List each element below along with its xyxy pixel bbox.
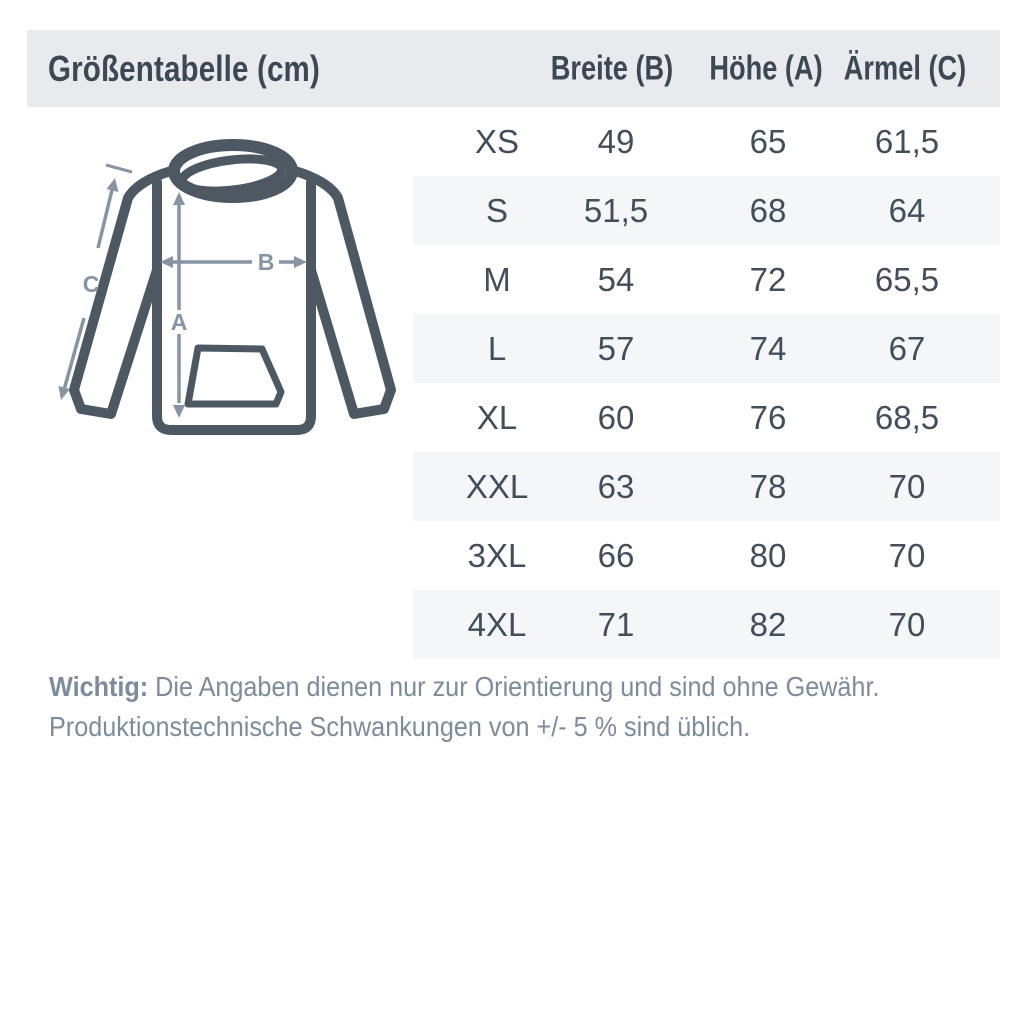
hoodie-outline-icon bbox=[74, 145, 391, 430]
page-title: Größentabelle (cm) bbox=[48, 47, 320, 89]
value-cell: 51,5 bbox=[583, 191, 649, 229]
value-cell: 80 bbox=[749, 536, 787, 574]
value-cell: 65,5 bbox=[874, 260, 940, 298]
value-cell: 78 bbox=[749, 467, 787, 505]
value-cell: 72 bbox=[749, 260, 787, 298]
value-cell: 67 bbox=[888, 329, 926, 367]
value-cell: 76 bbox=[749, 398, 787, 436]
table-row bbox=[413, 590, 1000, 659]
value-cell: 70 bbox=[888, 605, 926, 643]
value-cell: 82 bbox=[749, 605, 787, 643]
value-cell: 57 bbox=[597, 329, 635, 367]
value-cell: 74 bbox=[749, 329, 787, 367]
value-cell: 49 bbox=[597, 122, 635, 160]
table-row bbox=[413, 383, 1000, 452]
value-cell: 70 bbox=[888, 467, 926, 505]
value-cell: 66 bbox=[597, 536, 635, 574]
value-cell: 64 bbox=[888, 191, 926, 229]
value-cell: 63 bbox=[597, 467, 635, 505]
value-cell: 65 bbox=[749, 122, 787, 160]
hoodie-pocket bbox=[188, 348, 281, 404]
hoodie-diagram bbox=[30, 120, 430, 460]
header-band bbox=[27, 30, 1000, 107]
value-cell: 60 bbox=[597, 398, 635, 436]
size-cell: 4XL bbox=[467, 605, 527, 643]
table-row bbox=[413, 314, 1000, 383]
arrow-b-icon bbox=[160, 256, 307, 268]
arrow-a-icon bbox=[173, 192, 185, 418]
column-header-breite: Breite (B) bbox=[550, 49, 674, 87]
table-row bbox=[413, 521, 1000, 590]
column-header-hoehe: Höhe (A) bbox=[709, 49, 823, 87]
value-cell: 68,5 bbox=[874, 398, 940, 436]
column-header-aermel: Ärmel (C) bbox=[843, 49, 967, 87]
size-cell: M bbox=[483, 260, 511, 298]
footer-note-important: Wichtig: bbox=[49, 671, 149, 702]
size-cell: XL bbox=[476, 398, 518, 436]
value-cell: 68 bbox=[749, 191, 787, 229]
size-cell: S bbox=[485, 191, 509, 229]
footer-note-line2: Produktionstechnische Schwankungen von +/- 5 % sind üblich. bbox=[49, 711, 751, 742]
measure-label-b: B bbox=[257, 249, 275, 275]
size-cell: XXL bbox=[465, 467, 529, 505]
table-row bbox=[413, 107, 1000, 176]
size-cell: XS bbox=[474, 122, 520, 160]
value-cell: 61,5 bbox=[874, 122, 940, 160]
size-chart-rows bbox=[413, 107, 1000, 659]
value-cell: 70 bbox=[888, 536, 926, 574]
table-row bbox=[413, 245, 1000, 314]
table-row bbox=[413, 176, 1000, 245]
footer-note-line1-text: Die Angaben dienen nur zur Orientierung und sind ohne Gewähr. bbox=[148, 671, 880, 702]
measure-label-c: C bbox=[82, 271, 100, 297]
measure-label-a: A bbox=[170, 309, 188, 335]
size-cell: 3XL bbox=[467, 536, 527, 574]
value-cell: 71 bbox=[597, 605, 635, 643]
value-cell: 54 bbox=[597, 260, 635, 298]
arrow-c-tick bbox=[106, 165, 132, 172]
size-cell: L bbox=[487, 329, 507, 367]
table-row bbox=[413, 452, 1000, 521]
footer-note-line1 bbox=[49, 667, 931, 707]
footer-note bbox=[49, 667, 931, 747]
